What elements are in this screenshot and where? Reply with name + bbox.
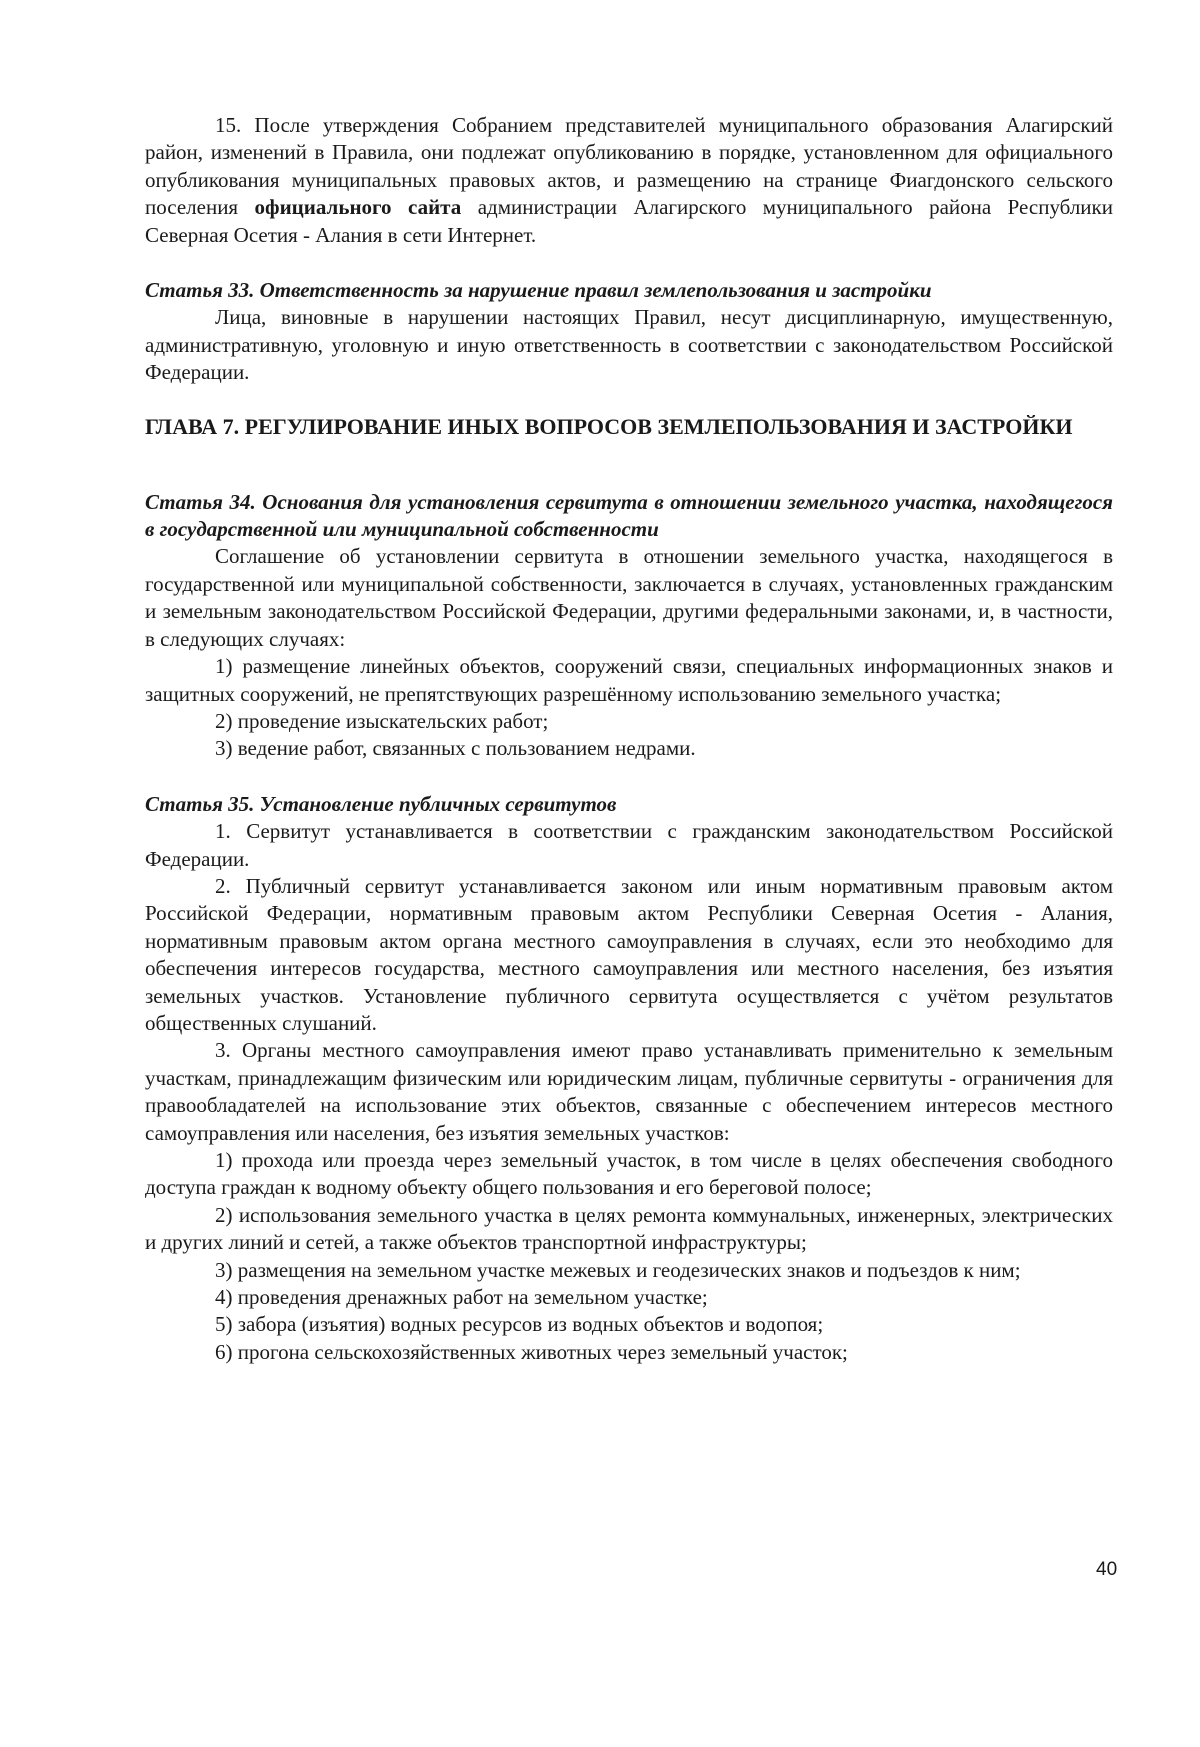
- document-page: [145, 112, 1113, 1366]
- article-33-paragraph: Лица, виновные в нарушении настоящих Правил, несут дисциплинарную, имущественную, административную, уголовную и иную ответственность в соответствии с законодательством Российской Федерации.: [145, 305, 1113, 385]
- article-34-item: 2) проведение изыскательских работ;: [215, 708, 549, 733]
- article-34-item: 3) ведение работ, связанных с пользованием недрами.: [215, 736, 696, 761]
- article-35-item: 6) прогона сельскохозяйственных животных через земельный участок;: [215, 1339, 848, 1364]
- article-35-item: 2) использования земельного участка в целях ремонта коммунальных, инженерных, электрических и других линий и сетей, а также объектов транспортной инфраструктуры;: [145, 1202, 1113, 1255]
- article-35-heading: Статья 35. Установление публичных сервитутов: [145, 791, 617, 816]
- paragraph-15: [145, 112, 1113, 249]
- paragraph-15-bold: официального сайта: [254, 195, 462, 220]
- chapter-7-heading: ГЛАВА 7. РЕГУЛИРОВАНИЕ ИНЫХ ВОПРОСОВ ЗЕМЛЕПОЛЬЗОВАНИЯ И ЗАСТРОЙКИ: [145, 413, 1073, 439]
- article-34-intro: Соглашение об установлении сервитута в отношении земельного участка, находящегося в государственной или муниципальной собственности, заключается в случаях, установленных гражданским и земельным законодательством Российской Федерации, другими федеральными законами, и, в частности, в следующих случаях:: [145, 544, 1113, 651]
- article-35-item: 1) прохода или проезда через земельный участок, в том числе в целях обеспечения свободного доступа граждан к водному объекту общего пользования и его береговой полосе;: [145, 1148, 1113, 1200]
- article-35-paragraph: 1. Сервитут устанавливается в соответствии с гражданским законодательством Российской Федерации.: [145, 819, 1113, 871]
- page-number: 40: [1096, 1559, 1118, 1580]
- article-34-item: 1) размещение линейных объектов, сооружений связи, специальных информационных знаков и защитных сооружений, не препятствующих разрешённому использованию земельного участка;: [145, 654, 1113, 706]
- article-35-paragraph: 2. Публичный сервитут устанавливается законом или иным нормативным правовым актом Российской Федерации, нормативным правовым актом Республики Северная Осетия - Алания, нормативным правовым актом органа местного самоуправления в случаях, если это необходимо для обеспечения интересов государства, местного самоуправления или местного населения, без изъятия земельных участков. Установление публичного сервитута осуществляется с учётом результатов общественных слушаний.: [145, 873, 1113, 1035]
- paragraph-15-text-a: 15. После утверждения Собранием представителей муниципального образования Алагирский район, изменений в Правила, они подлежат опубликованию в порядке, установленном для официального опубликования муниципальных правовых актов, и размещению на странице Фиагдонского сельского поселения: [145, 113, 1113, 220]
- article-34-heading: Статья 34. Основания для установления сервитута в отношении земельного участка, находящегося в государственной или муниципальной собственности: [145, 489, 1113, 542]
- article-33-heading: Статья 33. Ответственность за нарушение правил землепользования и застройки: [145, 278, 932, 303]
- article-35-paragraph: 3. Органы местного самоуправления имеют право устанавливать применительно к земельным участкам, принадлежащим физическим или юридическим лицам, публичные сервитуты - ограничения для правообладателей на использование этих объектов, связанные с обеспечением интересов местного самоуправления или населения, без изъятия земельных участков:: [145, 1038, 1113, 1145]
- article-35-item: 5) забора (изъятия) водных ресурсов из водных объектов и водопоя;: [215, 1312, 824, 1337]
- article-35-item: 3) размещения на земельном участке межевых и геодезических знаков и подъездов к ним;: [215, 1257, 1021, 1282]
- paragraph-15-text-b: администрации Алагирского муниципального района Республики Северная Осетия - Алания в сети Интернет.: [145, 195, 1113, 247]
- article-35-item: 4) проведения дренажных работ на земельном участке;: [215, 1285, 708, 1310]
